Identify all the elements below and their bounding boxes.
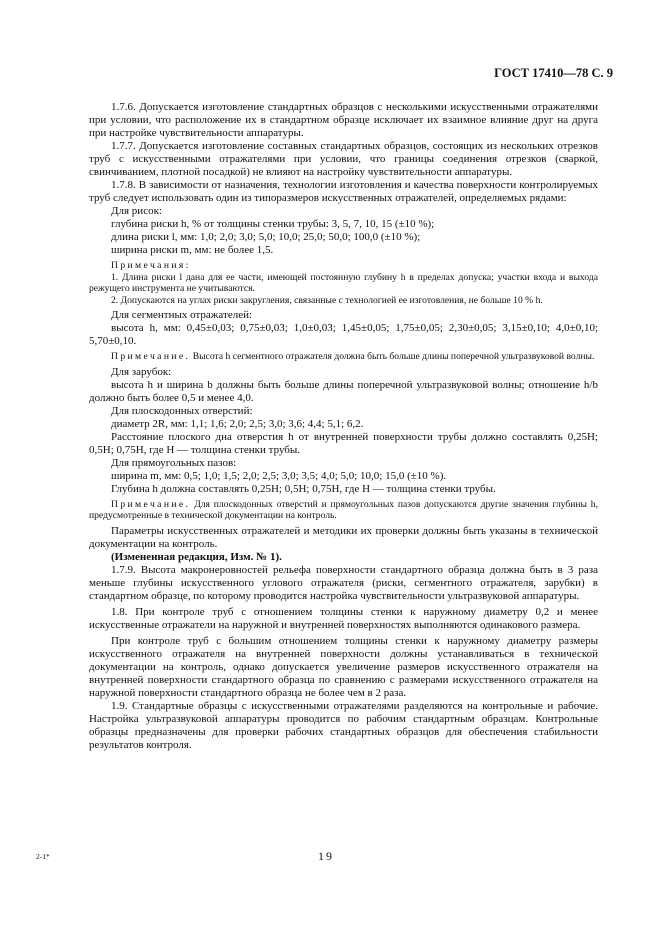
params-paragraph: Параметры искусственных отражателей и методики их проверки должны быть указаны в технической документации на контроль. <box>89 524 598 550</box>
risk-width: ширина риски m, мм: не более 1,5. <box>111 244 274 256</box>
paragraph-1-7-6: 1.7.6. Допускается изготовление стандартных образцов с несколькими искусственными отражателями при условии, что расположение их в стандартном образце исключает их взаимное влияние друг на друга при настройке чувствительности аппаратуры. <box>89 101 598 139</box>
flat-title: Для плоскодонных отверстий: <box>111 404 253 417</box>
segment-title: Для сегментных отражателей: <box>111 309 253 321</box>
edition-note: (Измененная редакция, Изм. № 1). <box>111 550 282 563</box>
document-body <box>89 101 598 752</box>
page-number: 19 <box>318 849 334 863</box>
note-1: 1. Длина риски l дана для ее части, имеющей постоянную глубину h в пределах допуска; участки входа и выхода режущего инструмента не учитываются. <box>89 271 598 294</box>
paragraph-1-7-7: 1.7.7. Допускается изготовление составных стандартных образцов, состоящих из нескольких отрезков труб с искусственными отражателями при условии, что границы соединения отрезков (сваркой, свинчиванием, плотной посадкой) не влияют на настройку чувствительности аппаратуры. <box>89 140 598 178</box>
rect-width: ширина m, мм: 0,5; 1,0; 1,5; 2,0; 2,5; 3,0; 3,5; 4,0; 5,0; 10,0; 15,0 (±10 %). <box>111 469 447 482</box>
rect-title: Для прямоугольных пазов: <box>111 456 237 469</box>
flat-distance: Расстояние плоского дна отверстия h от внутренней поверхности трубы должно составлять 0,25H; 0,5H; 0,75H, где H — толщина стенки трубы. <box>89 430 598 456</box>
segment-height: высота h, мм: 0,45±0,03; 0,75±0,03; 1,0±0,03; 1,45±0,05; 1,75±0,05; 2,30±0,05; 3,15±0,10; 4,0±0,10; 5,70±0,10. <box>89 322 598 347</box>
page-header: ГОСТ 17410—78 С. 9 <box>494 66 613 80</box>
paragraph-1-7-8: 1.7.8. В зависимости от назначения, технологии изготовления и качества поверхности контролируемых труб следует использовать один из типоразмеров искусственных отражателей, определяемых рядами: <box>89 179 598 204</box>
paragraph-1-8: 1.8. При контроле труб с отношением толщины стенки к наружному диаметру 0,2 и менее искусственные отражатели на наружной и внутренней поверхностях выполняются одинакового размера. <box>89 605 598 631</box>
note-rect-text: Для плоскодонных отверстий и прямоугольных пазов допускаются другие значения глубины h, предусмотренные в технической документации на контроль. <box>89 498 599 521</box>
note-rect <box>89 499 598 522</box>
rect-depth: Глубина h должна составлять 0,25H; 0,5H; 0,75H, где H — толщина стенки трубы. <box>111 482 496 495</box>
risk-length: длина риски l, мм: 1,0; 2,0; 3,0; 5,0; 10,0; 25,0; 50,0; 100,0 (±10 %); <box>111 231 421 243</box>
footer-mark: 2-1* <box>36 852 50 861</box>
note-2: 2. Допускаются на углах риски закругления, связанные с технологией ее изготовления, не больше 10 % h. <box>111 294 543 306</box>
risk-title: Для рисок: <box>111 205 162 217</box>
paragraph-1-9: 1.9. Стандартные образцы с искусственными отражателями разделяются на контрольные и рабочие. Настройка ультразвуковой аппаратуры проводится по рабочим стандартным образцам. Контрольные образцы предназначены для проверки рабочих стандартных образцов для обеспечения стабильности результатов контроля. <box>89 699 598 751</box>
note-segment <box>89 351 598 363</box>
paragraph-1-7-9: 1.7.9. Высота макронеровностей рельефа поверхности стандартного образца должна быть в 3 раза меньше глубины искусственного углового отражателя (риски, сегментного отражателя, зарубки) в стандартном образце, по которому проводится настройка чувствительности ультразвуковой аппаратуры. <box>89 563 598 602</box>
note-segment-label: Примечание. <box>111 351 191 362</box>
note-segment-text: Высота h сегментного отражателя должна быть больше длины поперечной ультразвуковой волны. <box>192 351 595 362</box>
flat-diameter: диаметр 2R, мм: 1,1; 1,6; 2,0; 2,5; 3,0; 3,6; 4,4; 5,1; 6,2. <box>111 417 364 430</box>
notch-text: высота h и ширина b должны быть больше длины поперечной ультразвуковой волны; отношение h/b должно быть более 0,5 и менее 4,0. <box>89 378 598 404</box>
notes-title: Примечания: <box>111 260 191 271</box>
notch-title: Для зарубок: <box>111 365 172 378</box>
paragraph-1-8-b: При контроле труб с большим отношением толщины стенки к наружному диаметру размеры искусственного отражателя на внутренней поверхности должны устанавливаться в технической документации на контроль, однако допускается увеличение размеров искусственного отражателя на внутренней поверхности стандартного образца по сравнению с размерами искусственного отражателя на наружной поверхности стандартного образца не более чем в 2 раза. <box>89 634 598 699</box>
risk-depth: глубина риски h, % от толщины стенки трубы: 3, 5, 7, 10, 15 (±10 %); <box>111 218 435 230</box>
note-rect-label: Примечание. <box>111 498 191 510</box>
